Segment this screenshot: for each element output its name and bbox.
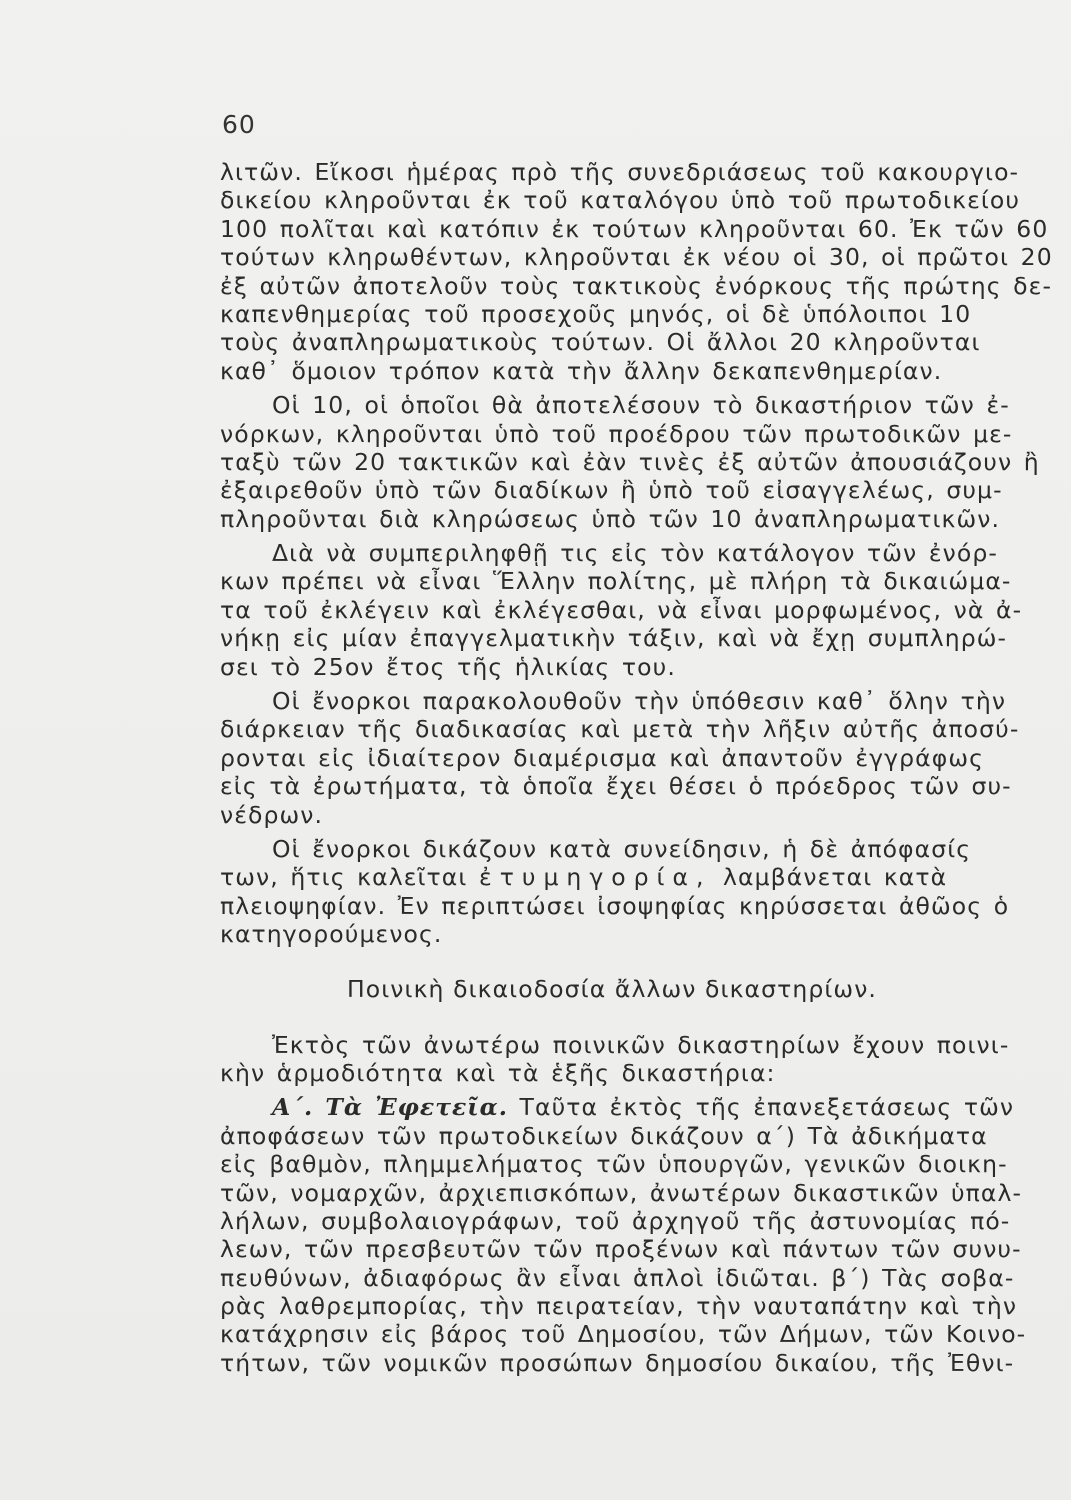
text-line: κων πρέπει νὰ εἶναι Ἕλλην πολίτης, μὲ πλήρη τὰ δικαιώμα- (220, 567, 1012, 596)
text-line: λεων, τῶν πρεσβευτῶν τῶν προξένων καὶ πάντων τῶν συνυ- (220, 1235, 1022, 1264)
text-line: κατάχρησιν εἰς βάρος τοῦ Δημοσίου, τῶν Δήμων, τῶν Κοινο- (220, 1320, 1027, 1349)
paragraph-court-composition (220, 391, 1040, 533)
text-line: ταξὺ τῶν 20 τακτικῶν καὶ ἐὰν τινὲς ἐξ αὐτῶν ἀπουσιάζουν ἢ (220, 447, 1040, 476)
text-line: ἐξ αὐτῶν ἀποτελοῦν τοὺς τακτικοὺς ἐνόρκους τῆς πρώτης δε- (220, 271, 1053, 300)
text-line: πλειοψηφίαν. Ἐν περιπτώσει ἰσοψηφίας κηρύσσεται ἀθῶος ὁ (220, 891, 1010, 920)
spaced-term: ἐτυμηγορία, (479, 863, 712, 892)
text-fragment: Ταῦτα ἐκτὸς τῆς ἐπανεξετάσεως τῶν (519, 1093, 1015, 1122)
text-line: νήκῃ εἰς μίαν ἐπαγγελματικὴν τάξιν, καὶ νὰ ἔχῃ συμπληρώ- (220, 624, 1008, 653)
text-line: ἀποφάσεων τῶν πρωτοδικείων δικάζουν α΄) Τὰ ἀδικήματα (220, 1121, 988, 1150)
subsection-label: Α΄. Τὰ Ἐφετεῖα. (272, 1093, 508, 1122)
text-fragment: λαμβάνεται κατὰ (723, 863, 948, 892)
text-line: λιτῶν. Εἴκοσι ἡμέρας πρὸ τῆς συνεδριάσεως τοῦ κακουργιο- (220, 158, 1020, 186)
paragraph-verdict (220, 835, 1020, 949)
text-line: δικείου κληροῦνται ἐκ τοῦ καταλόγου ὑπὸ τοῦ πρωτοδικείου (220, 186, 1021, 215)
text-line: Οἱ ἔνορκοι παρακολουθοῦν τὴν ὑπόθεσιν καθ᾽ ὅλην τὴν (272, 687, 1007, 716)
text-line: Οἱ ἔνορκοι δικάζουν κατὰ συνείδησιν, ἡ δὲ ἀπόφασίς (272, 834, 972, 863)
text-line: Διὰ νὰ συμπεριληφθῇ τις εἰς τὸν κατάλογον τῶν ἐνόρ- (272, 539, 998, 568)
text-line: νέδρων. (220, 800, 324, 829)
text-line: τα τοῦ ἐκλέγειν καὶ ἐκλέγεσθαι, νὰ εἶναι μορφωμένος, νὰ ἀ- (220, 595, 1023, 624)
text-line: τοὺς ἀναπληρωματικοὺς τούτων. Οἱ ἄλλοι 20 κληροῦνται (220, 328, 981, 357)
text-line (220, 863, 1020, 891)
text-line: καπενθημερίας τοῦ προσεχοῦς μηνός, οἱ δὲ ὑπόλοιποι 10 (220, 299, 972, 328)
text-line: τήτων, τῶν νομικῶν προσώπων δημοσίου δικαίου, τῆς Ἐθνι- (220, 1348, 1015, 1377)
paragraph-jury-selection (220, 158, 1053, 385)
text-line: τούτων κληρωθέντων, κληροῦνται ἐκ νέου οἱ 30, οἱ πρῶτοι 20 (220, 243, 1053, 272)
text-line: εἰς τὰ ἐρωτήματα, τὰ ὁποῖα ἔχει θέσει ὁ πρόεδρος τῶν συ- (220, 772, 1012, 801)
text-line: σει τὸ 25ον ἔτος τῆς ἡλικίας του. (220, 652, 676, 681)
text-line: 100 πολῖται καὶ κατόπιν ἐκ τούτων κληροῦνται 60. Ἐκ τῶν 60 (220, 214, 1049, 243)
text-line: πληροῦνται διὰ κληρώσεως ὑπὸ τῶν 10 ἀναπληρωματικῶν. (220, 504, 1001, 533)
text-line: λήλων, συμβολαιογράφων, τοῦ ἀρχηγοῦ τῆς ἀστυνομίας πό- (220, 1206, 1011, 1235)
paragraph-other-courts (220, 1031, 1020, 1088)
text-line: διάρκειαν τῆς διαδικασίας καὶ μετὰ τὴν λῆξιν αὐτῆς ἀποσύ- (220, 715, 1020, 744)
paragraph-eligibility (220, 539, 1023, 681)
body-text (220, 158, 1053, 1377)
text-line: κατηγορούμενος. (220, 920, 443, 949)
text-line: τῶν, νομαρχῶν, ἀρχιεπισκόπων, ἀνωτέρων δικαστικῶν ὑπαλ- (220, 1178, 1023, 1207)
text-line: κὴν ἁρμοδιότητα καὶ τὰ ἑξῆς δικαστήρια: (220, 1058, 776, 1087)
text-line: ρονται εἰς ἰδιαίτερον διαμέρισμα καὶ ἀπαντοῦν ἐγγράφως (220, 743, 985, 772)
paragraph-appeal-courts (220, 1093, 1027, 1377)
paragraph-deliberation (220, 687, 1020, 829)
text-line: καθ᾽ ὅμοιον τρόπον κατὰ τὴν ἄλλην δεκαπενθημερίαν. (220, 356, 943, 385)
text-line: Ἐκτὸς τῶν ἀνωτέρω ποινικῶν δικαστηρίων ἔχουν ποινι- (272, 1030, 1010, 1059)
text-line: νόρκων, κληροῦνται ὑπὸ τοῦ προέδρου τῶν πρωτοδικῶν με- (220, 419, 1013, 448)
text-line: ἐξαιρεθοῦν ὑπὸ τῶν διαδίκων ἢ ὑπὸ τοῦ εἰσαγγελέως, συμ- (220, 476, 1003, 505)
text-line (220, 1093, 1020, 1121)
text-line: Οἱ 10, οἱ ὁποῖοι θὰ ἀποτελέσουν τὸ δικαστήριον τῶν ἐ- (272, 391, 1010, 420)
text-line: πευθύνων, ἀδιαφόρως ἂν εἶναι ἁπλοὶ ἰδιῶται. β΄) Τὰς σοβα- (220, 1263, 1015, 1292)
page-number: 60 (222, 110, 256, 139)
text-line: ρὰς λαθρεμπορίας, τὴν πειρατείαν, τὴν ναυταπάτην καὶ τὴν (220, 1292, 1018, 1321)
text-line: εἰς βαθμὸν, πλημμελήματος τῶν ὑπουργῶν, γενικῶν διοικη- (220, 1150, 1008, 1179)
section-heading: Ποινικὴ δικαιοδοσία ἄλλων δικαστηρίων. (347, 974, 877, 1003)
text-fragment: των, ἥτις καλεῖται (220, 863, 468, 892)
